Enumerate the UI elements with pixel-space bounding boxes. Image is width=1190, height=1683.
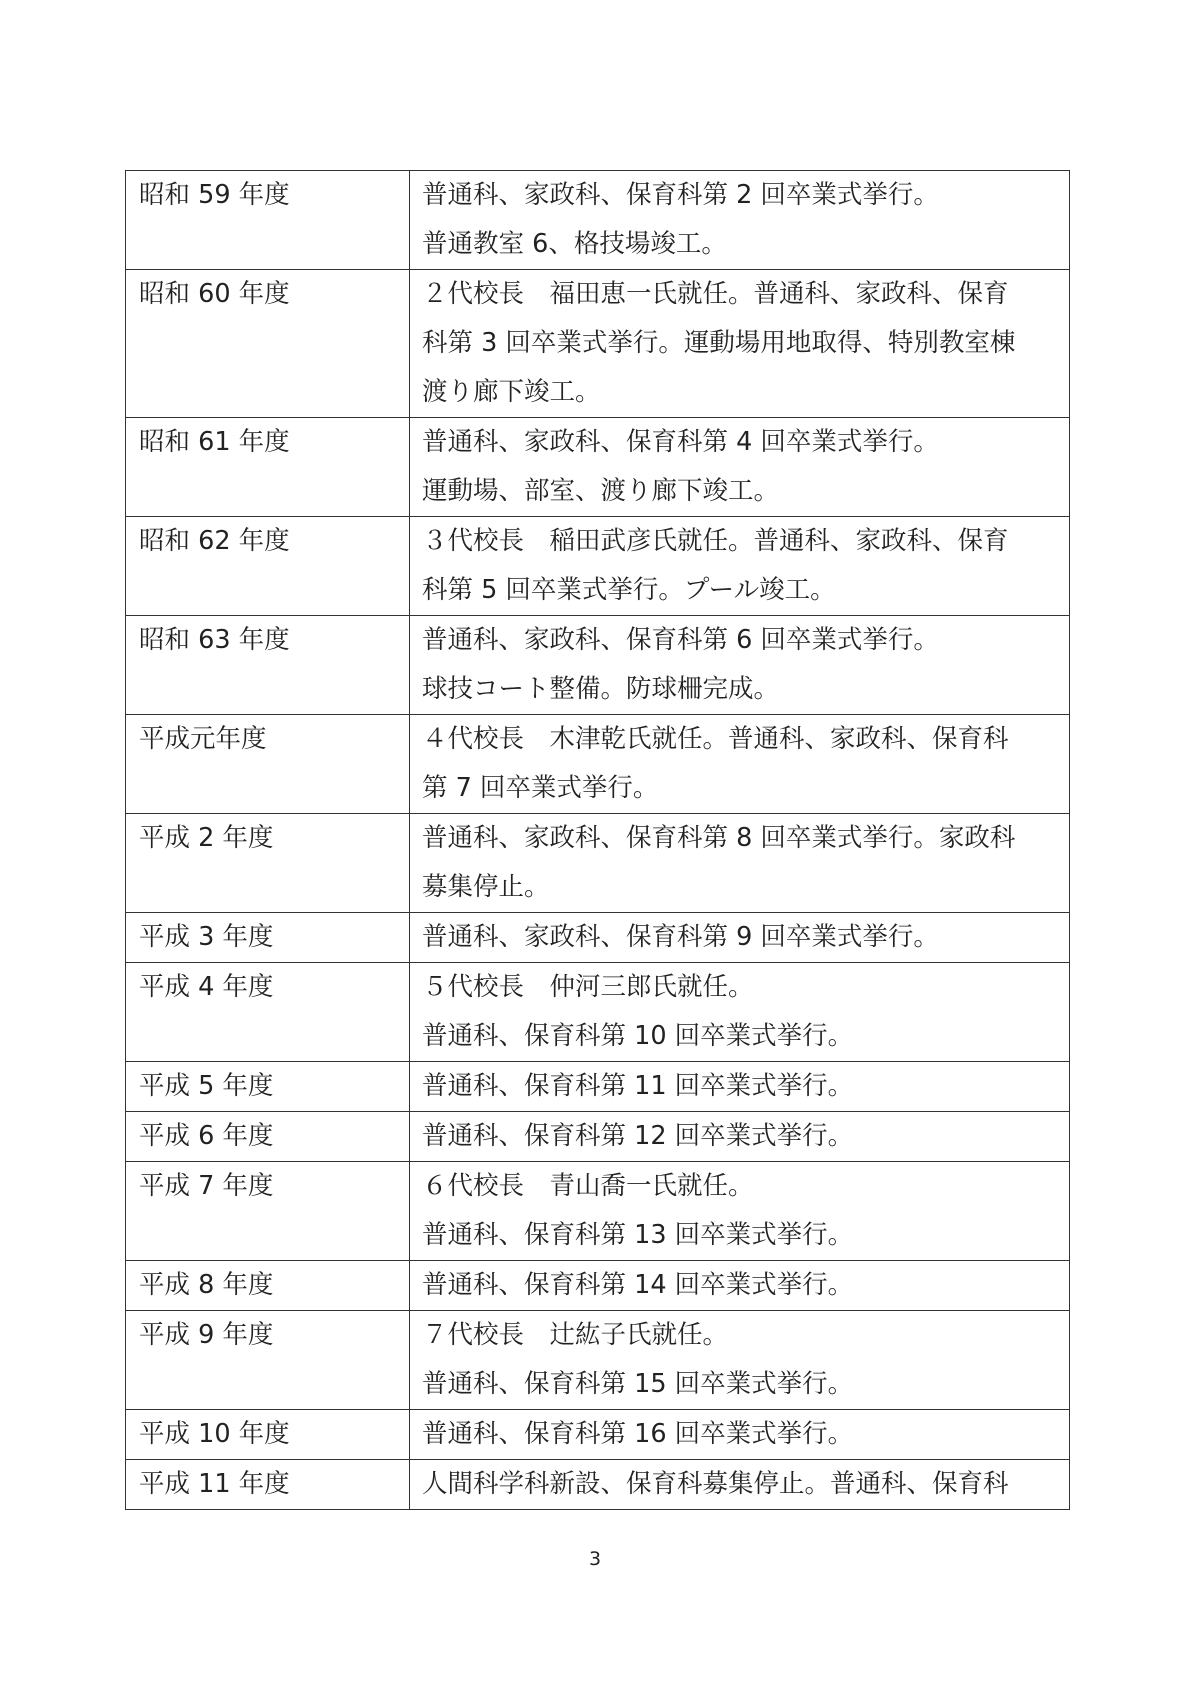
event-cell — [410, 715, 1070, 814]
year-cell: 平成 2 年度 — [126, 814, 410, 913]
table-row — [126, 418, 1070, 517]
event-cell — [410, 1112, 1070, 1162]
event-cell — [410, 171, 1070, 270]
table-row — [126, 715, 1070, 814]
page-number: 3 — [588, 1548, 602, 1570]
history-table-body — [126, 171, 1070, 1510]
event-line: 人間科学科新設、保育科募集停止。普通科、保育科 — [422, 1469, 1009, 1499]
event-line: 普通科、保育科第 16 回卒業式挙行。 — [422, 1419, 854, 1449]
event-cell — [410, 517, 1070, 616]
event-cell — [410, 913, 1070, 963]
event-line: 普通科、保育科第 14 回卒業式挙行。 — [422, 1270, 854, 1300]
table-row — [126, 1062, 1070, 1112]
event-line: 普通科、保育科第 10 回卒業式挙行。 — [422, 1021, 854, 1051]
event-line: 普通科、保育科第 12 回卒業式挙行。 — [422, 1121, 854, 1151]
table-row — [126, 171, 1070, 270]
event-line: ６代校長 青山喬一氏就任。 — [422, 1171, 754, 1201]
table-row — [126, 1460, 1070, 1510]
event-line: 球技コート整備。防球柵完成。 — [422, 674, 780, 704]
event-line: ３代校長 稲田武彦氏就任。普通科、家政科、保育 — [422, 526, 1009, 556]
event-line: 普通教室 6、格技場竣工。 — [422, 229, 727, 259]
event-line: 渡り廊下竣工。 — [422, 377, 601, 407]
event-line: 普通科、保育科第 13 回卒業式挙行。 — [422, 1220, 854, 1250]
year-cell: 昭和 60 年度 — [126, 270, 410, 418]
table-row — [126, 517, 1070, 616]
event-cell — [410, 963, 1070, 1062]
event-line: ４代校長 木津乾氏就任。普通科、家政科、保育科 — [422, 724, 1009, 754]
event-line: 普通科、保育科第 11 回卒業式挙行。 — [422, 1071, 854, 1101]
year-cell: 平成 10 年度 — [126, 1410, 410, 1460]
table-row — [126, 913, 1070, 963]
table-row — [126, 963, 1070, 1062]
table-row — [126, 270, 1070, 418]
year-cell: 平成 4 年度 — [126, 963, 410, 1062]
year-cell: 平成 8 年度 — [126, 1261, 410, 1311]
table-row — [126, 1162, 1070, 1261]
event-line: 運動場、部室、渡り廊下竣工。 — [422, 476, 780, 506]
year-cell: 平成 9 年度 — [126, 1311, 410, 1410]
table-row — [126, 1112, 1070, 1162]
table-row — [126, 616, 1070, 715]
year-cell: 平成 5 年度 — [126, 1062, 410, 1112]
year-cell: 昭和 61 年度 — [126, 418, 410, 517]
table-row — [126, 1311, 1070, 1410]
event-line: 普通科、家政科、保育科第 2 回卒業式挙行。 — [422, 180, 939, 210]
event-line: 普通科、家政科、保育科第 9 回卒業式挙行。 — [422, 922, 939, 952]
table-row — [126, 1410, 1070, 1460]
event-line: 普通科、家政科、保育科第 8 回卒業式挙行。家政科 — [422, 823, 1016, 853]
event-cell — [410, 1261, 1070, 1311]
event-cell — [410, 270, 1070, 418]
event-line: ７代校長 辻紘子氏就任。 — [422, 1320, 729, 1350]
event-cell — [410, 1162, 1070, 1261]
event-cell — [410, 814, 1070, 913]
school-history-table — [125, 170, 1070, 1510]
event-cell — [410, 1460, 1070, 1510]
table-row — [126, 1261, 1070, 1311]
event-cell — [410, 418, 1070, 517]
year-cell: 昭和 59 年度 — [126, 171, 410, 270]
event-line: 普通科、保育科第 15 回卒業式挙行。 — [422, 1369, 854, 1399]
year-cell: 平成元年度 — [126, 715, 410, 814]
event-line: 第 7 回卒業式挙行。 — [422, 773, 659, 803]
table-row — [126, 814, 1070, 913]
event-cell — [410, 616, 1070, 715]
event-line: 科第 3 回卒業式挙行。運動場用地取得、特別教室棟 — [422, 328, 1016, 358]
event-line: ２代校長 福田恵一氏就任。普通科、家政科、保育 — [422, 279, 1009, 309]
event-line: 普通科、家政科、保育科第 4 回卒業式挙行。 — [422, 427, 939, 457]
event-line: ５代校長 仲河三郎氏就任。 — [422, 972, 754, 1002]
year-cell: 昭和 62 年度 — [126, 517, 410, 616]
year-cell: 昭和 63 年度 — [126, 616, 410, 715]
event-line: 科第 5 回卒業式挙行。プール竣工。 — [422, 575, 836, 605]
year-cell: 平成 3 年度 — [126, 913, 410, 963]
year-cell: 平成 6 年度 — [126, 1112, 410, 1162]
year-cell: 平成 11 年度 — [126, 1460, 410, 1510]
event-cell — [410, 1410, 1070, 1460]
event-line: 普通科、家政科、保育科第 6 回卒業式挙行。 — [422, 625, 939, 655]
event-cell — [410, 1062, 1070, 1112]
event-cell — [410, 1311, 1070, 1410]
event-line: 募集停止。 — [422, 872, 550, 902]
year-cell: 平成 7 年度 — [126, 1162, 410, 1261]
